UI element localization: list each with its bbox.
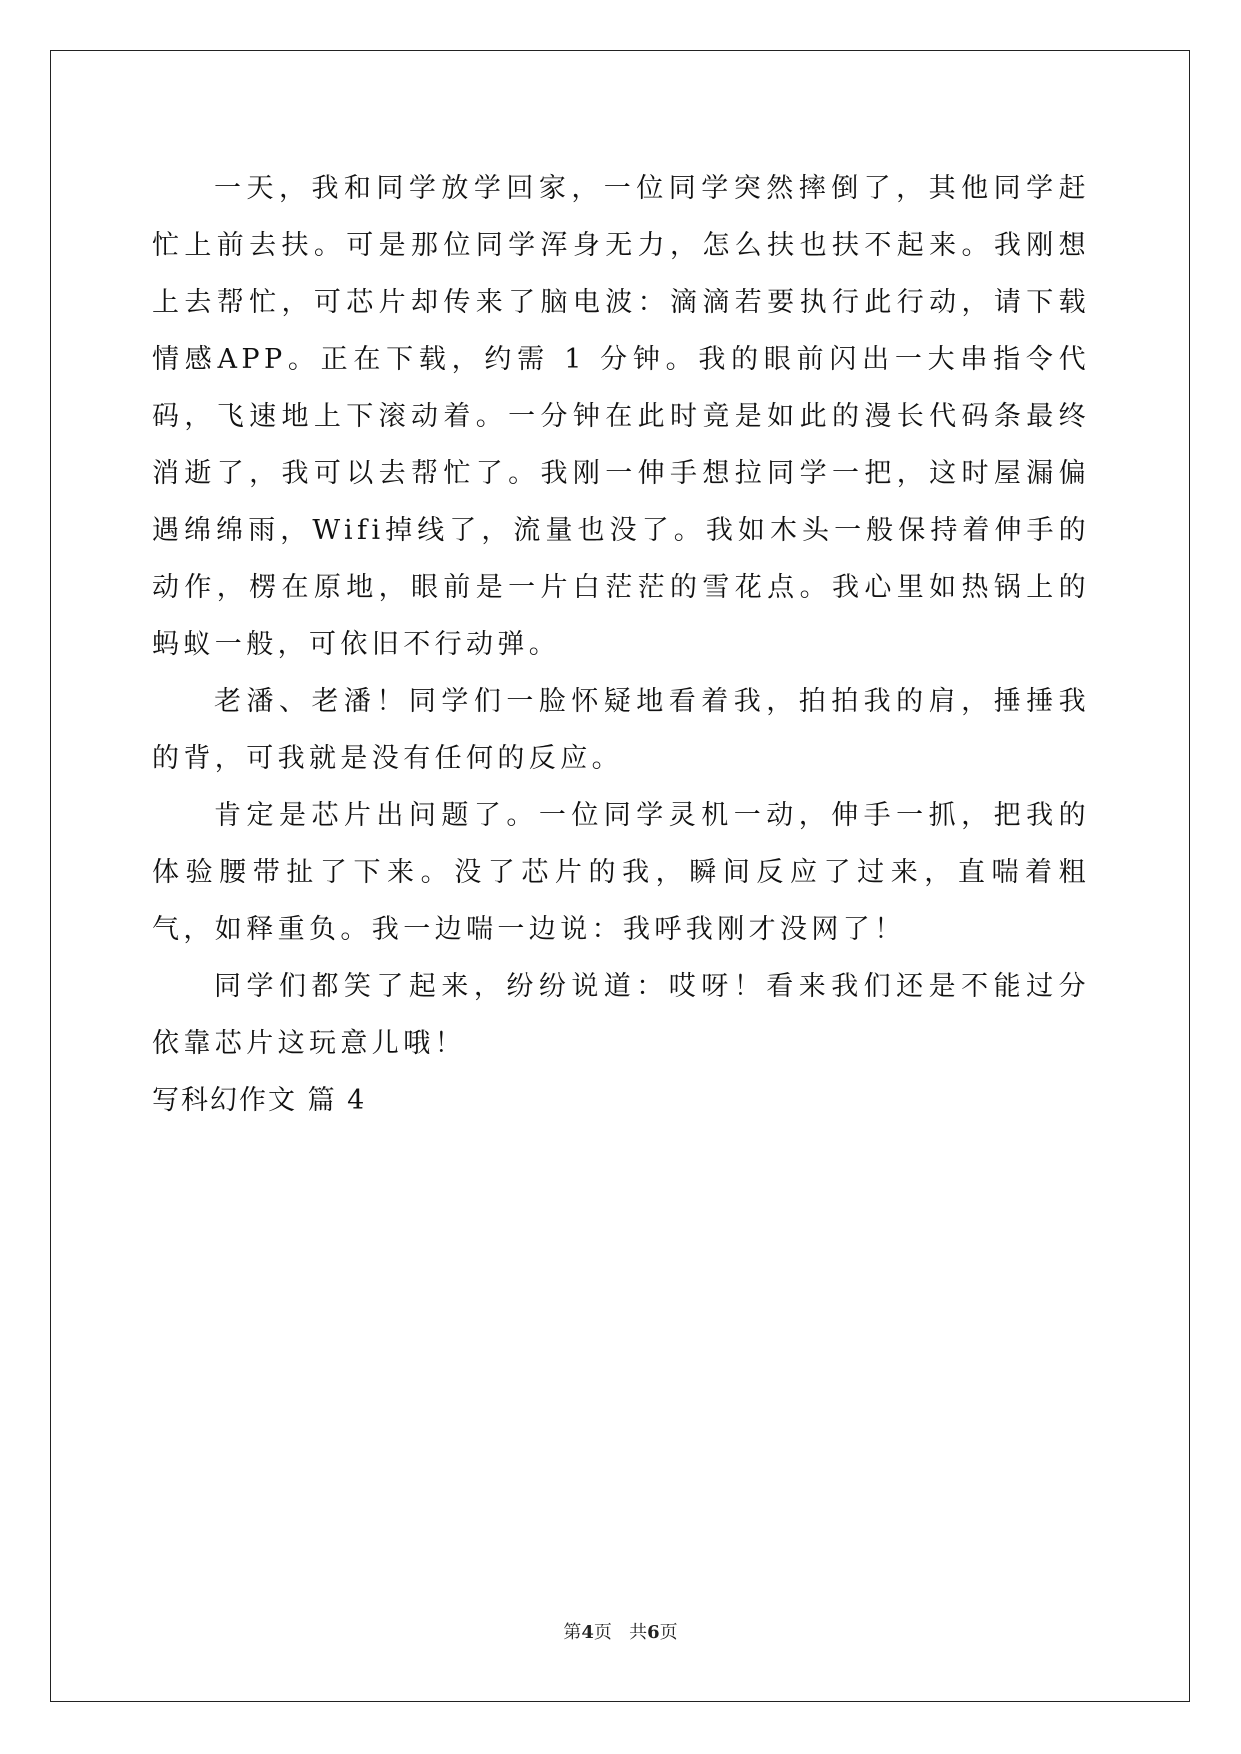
- footer-total-pages: 6: [647, 1622, 660, 1643]
- footer-current-page: 4: [581, 1622, 594, 1643]
- paragraph-4: 同学们都笑了起来，纷纷说道：哎呀！看来我们还是不能过分依靠芯片这玩意儿哦！: [152, 971, 1090, 1059]
- paragraph-1: 一天，我和同学放学回家，一位同学突然摔倒了，其他同学赶忙上前去扶。可是那位同学浑身无力，怎么扶也扶不起来。我刚想上去帮忙，可芯片却传来了脑电波：滴滴若要执行此行动，请下载情感APP。正在下载，约需 1 分钟。我的眼前闪出一大串指令代码，飞速地上下滚动着。一分钟在此时竟是如此的漫长代码条最终消逝了，我可以去帮忙了。我刚一伸手想拉同学一把，这时屋漏偏遇绵绵雨，Wifi掉线了，流量也没了。我如木头一般保持着伸手的动作，楞在原地，眼前是一片白茫茫的雪花点。我心里如热锅上的蚂蚁一般，可依旧不行动弹。: [152, 173, 1090, 660]
- paragraph-3: 肯定是芯片出问题了。一位同学灵机一动，伸手一抓，把我的体验腰带扯了下来。没了芯片的我，瞬间反应了过来，直喘着粗气，如释重负。我一边喘一边说：我呼我刚才没网了！: [152, 800, 1090, 945]
- footer-prefix: 第: [563, 1622, 582, 1643]
- footer-suffix: 页: [659, 1622, 678, 1643]
- document-body: [152, 160, 1090, 1129]
- section-heading: 写科幻作文 篇 4: [152, 1085, 367, 1116]
- page-footer: [0, 1621, 1241, 1645]
- footer-middle: 页 共: [593, 1622, 648, 1643]
- paragraph-2: 老潘、老潘！同学们一脸怀疑地看着我，拍拍我的肩，捶捶我的背，可我就是没有任何的反应。: [152, 686, 1090, 774]
